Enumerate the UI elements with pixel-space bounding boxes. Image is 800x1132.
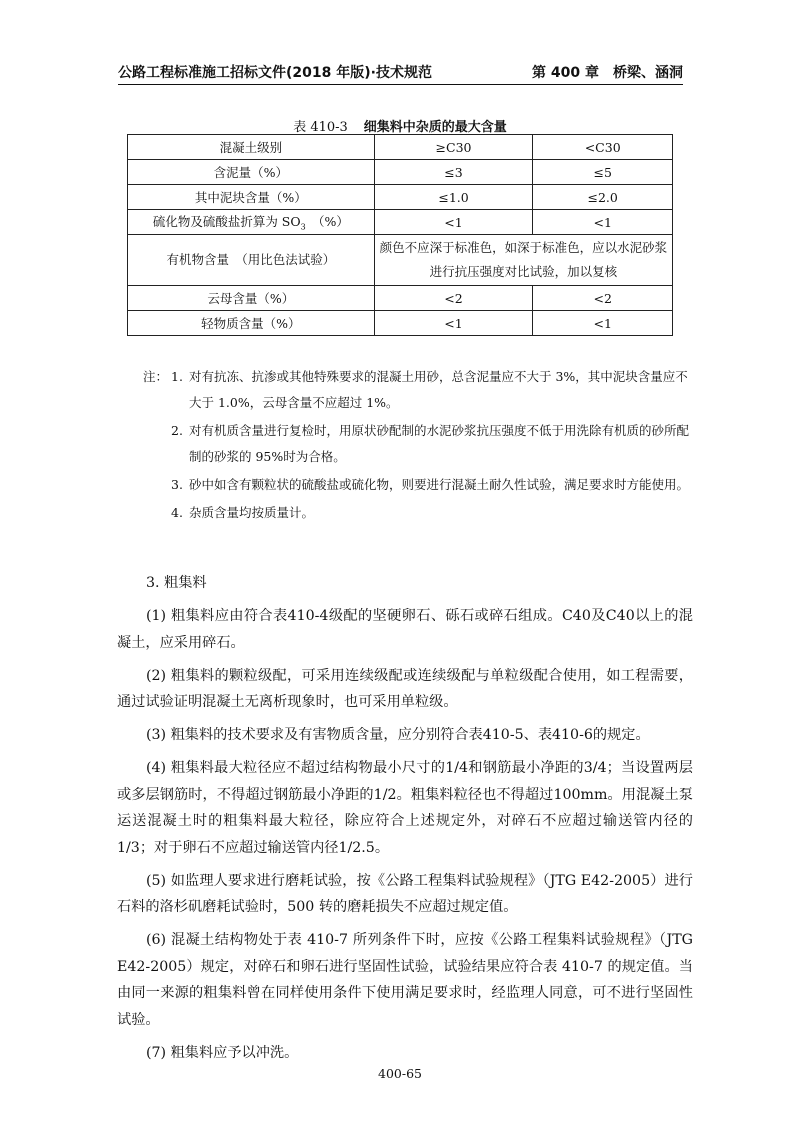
note-item <box>143 418 693 470</box>
page-number: 400-65 <box>378 1066 422 1081</box>
header-rule <box>118 84 683 85</box>
value-lt-c30: <C30 <box>533 135 673 160</box>
value-lt-c30: ≤5 <box>533 160 673 185</box>
paragraph: (6) 混凝土结构物处于表 410-7 所列条件下时，应按《公路工程集料试验规程》（JTG E42-2005）规定，对碎石和卵石进行坚固性试验，试验结果应符合表 410-7 的规定值。当由同一来源的粗集料曾在同样使用条件下使用满足要求时，经监理人同意，可不进行坚固性试验。 <box>117 932 693 1028</box>
table-row <box>128 210 673 235</box>
section-body <box>117 570 693 1073</box>
note-index: 3. <box>171 477 183 492</box>
note-item <box>143 472 693 498</box>
value-lt-c30: <2 <box>533 286 673 311</box>
table-row <box>128 235 673 286</box>
value-lt-c30: <1 <box>533 210 673 235</box>
running-header <box>118 62 683 82</box>
table-row <box>128 311 673 336</box>
note-text: 对有机质含量进行复检时，用原状砂配制的水泥砂浆抗压强度不低于用洗除有机质的砂所配制的砂浆的 95%时为合格。 <box>189 423 690 464</box>
value-ge-c30: ≤1.0 <box>374 185 533 210</box>
row-label: 含泥量（%） <box>128 160 375 185</box>
value-ge-c30: ≥C30 <box>374 135 533 160</box>
value-ge-c30: ≤3 <box>374 160 533 185</box>
value-ge-c30: <2 <box>374 286 533 311</box>
notes-prefix: 注： <box>143 369 169 384</box>
note-index: 4. <box>171 505 183 520</box>
paragraph: (2) 粗集料的颗粒级配，可采用连续级配或连续级配与单粒级配合使用，如工程需要，通过试验证明混凝土无离析现象时，也可采用单粒级。 <box>117 667 693 710</box>
note-text: 杂质含量均按质量计。 <box>189 505 315 520</box>
paragraph: (5) 如监理人要求进行磨耗试验，按《公路工程集料试验规程》（JTG E42-2005）进行石料的洛杉矶磨耗试验时，500 转的磨耗损失不应超过规定值。 <box>117 872 693 915</box>
value-ge-c30: <1 <box>374 210 533 235</box>
note-item <box>143 500 693 526</box>
impurity-table <box>127 134 673 336</box>
merged-requirement <box>374 235 672 286</box>
value-ge-c30: <1 <box>374 311 533 336</box>
note-index: 2. <box>171 423 183 438</box>
table-notes <box>143 364 693 528</box>
table-number: 表 410-3 <box>293 120 348 135</box>
table-row <box>128 185 673 210</box>
note-text: 对有抗冻、抗渗或其他特殊要求的混凝土用砂，总含泥量应不大于 3%，其中泥块含量应不大于 1.0%，云母含量不应超过 1%。 <box>189 369 688 410</box>
note-index: 1. <box>171 369 183 384</box>
label-subscript: 3 <box>300 222 306 232</box>
value-lt-c30: <1 <box>533 311 673 336</box>
label-text: 硫化物及硫酸盐折算为 SO <box>152 214 301 230</box>
row-label: 云母含量（%） <box>128 286 375 311</box>
paragraph: (7) 粗集料应予以冲洗。 <box>146 1044 299 1061</box>
row-label: 其中泥块含量（%） <box>128 185 375 210</box>
label-unit: （%） <box>305 214 349 230</box>
table-row <box>128 160 673 185</box>
paragraph: (4) 粗集料最大粒径应不超过结构物最小尺寸的1/4和钢筋最小净距的3/4；当设置两层或多层钢筋时，不得超过钢筋最小净距的1/2。粗集料粒径也不得超过100mm。用混凝土泵运送混凝土时的粗集料最大粒径，除应符合上述规定外，对碎石不应超过输送管内径的1/3；对于卵石不应超过输送管内径1/2.5。 <box>117 760 693 856</box>
note-item <box>143 364 693 416</box>
section-heading: 3. 粗集料 <box>146 575 207 591</box>
value-lt-c30: ≤2.0 <box>533 185 673 210</box>
table-caption <box>0 116 800 135</box>
header-chapter: 第 400 章 桥梁、涵洞 <box>532 65 683 81</box>
row-label: 轻物质含量（%） <box>128 311 375 336</box>
row-label: 混凝土级别 <box>128 135 375 160</box>
table-row <box>128 135 673 160</box>
row-label <box>128 210 375 235</box>
requirement-line-2: 进行抗压强度对比试验，加以复核 <box>429 264 618 279</box>
table-row <box>128 286 673 311</box>
table-title: 细集料中杂质的最大含量 <box>363 120 507 135</box>
paragraph: (1) 粗集料应由符合表410-4级配的坚硬卵石、砾石或碎石组成。C40及C40以上的混凝土，应采用碎石。 <box>117 608 693 651</box>
note-text: 砂中如含有颗粒状的硫酸盐或硫化物，则要进行混凝土耐久性试验，满足要求时方能使用。 <box>189 477 690 492</box>
header-doc-title: 公路工程标准施工招标文件(2018 年版)·技术规范 <box>118 65 432 81</box>
paragraph: (3) 粗集料的技术要求及有害物质含量，应分别符合表410-5、表410-6的规定。 <box>146 727 650 743</box>
row-label: 有机物含量 （用比色法试验） <box>128 235 375 286</box>
requirement-line-1: 颜色不应深于标准色，如深于标准色，应以水泥砂浆 <box>379 240 668 255</box>
